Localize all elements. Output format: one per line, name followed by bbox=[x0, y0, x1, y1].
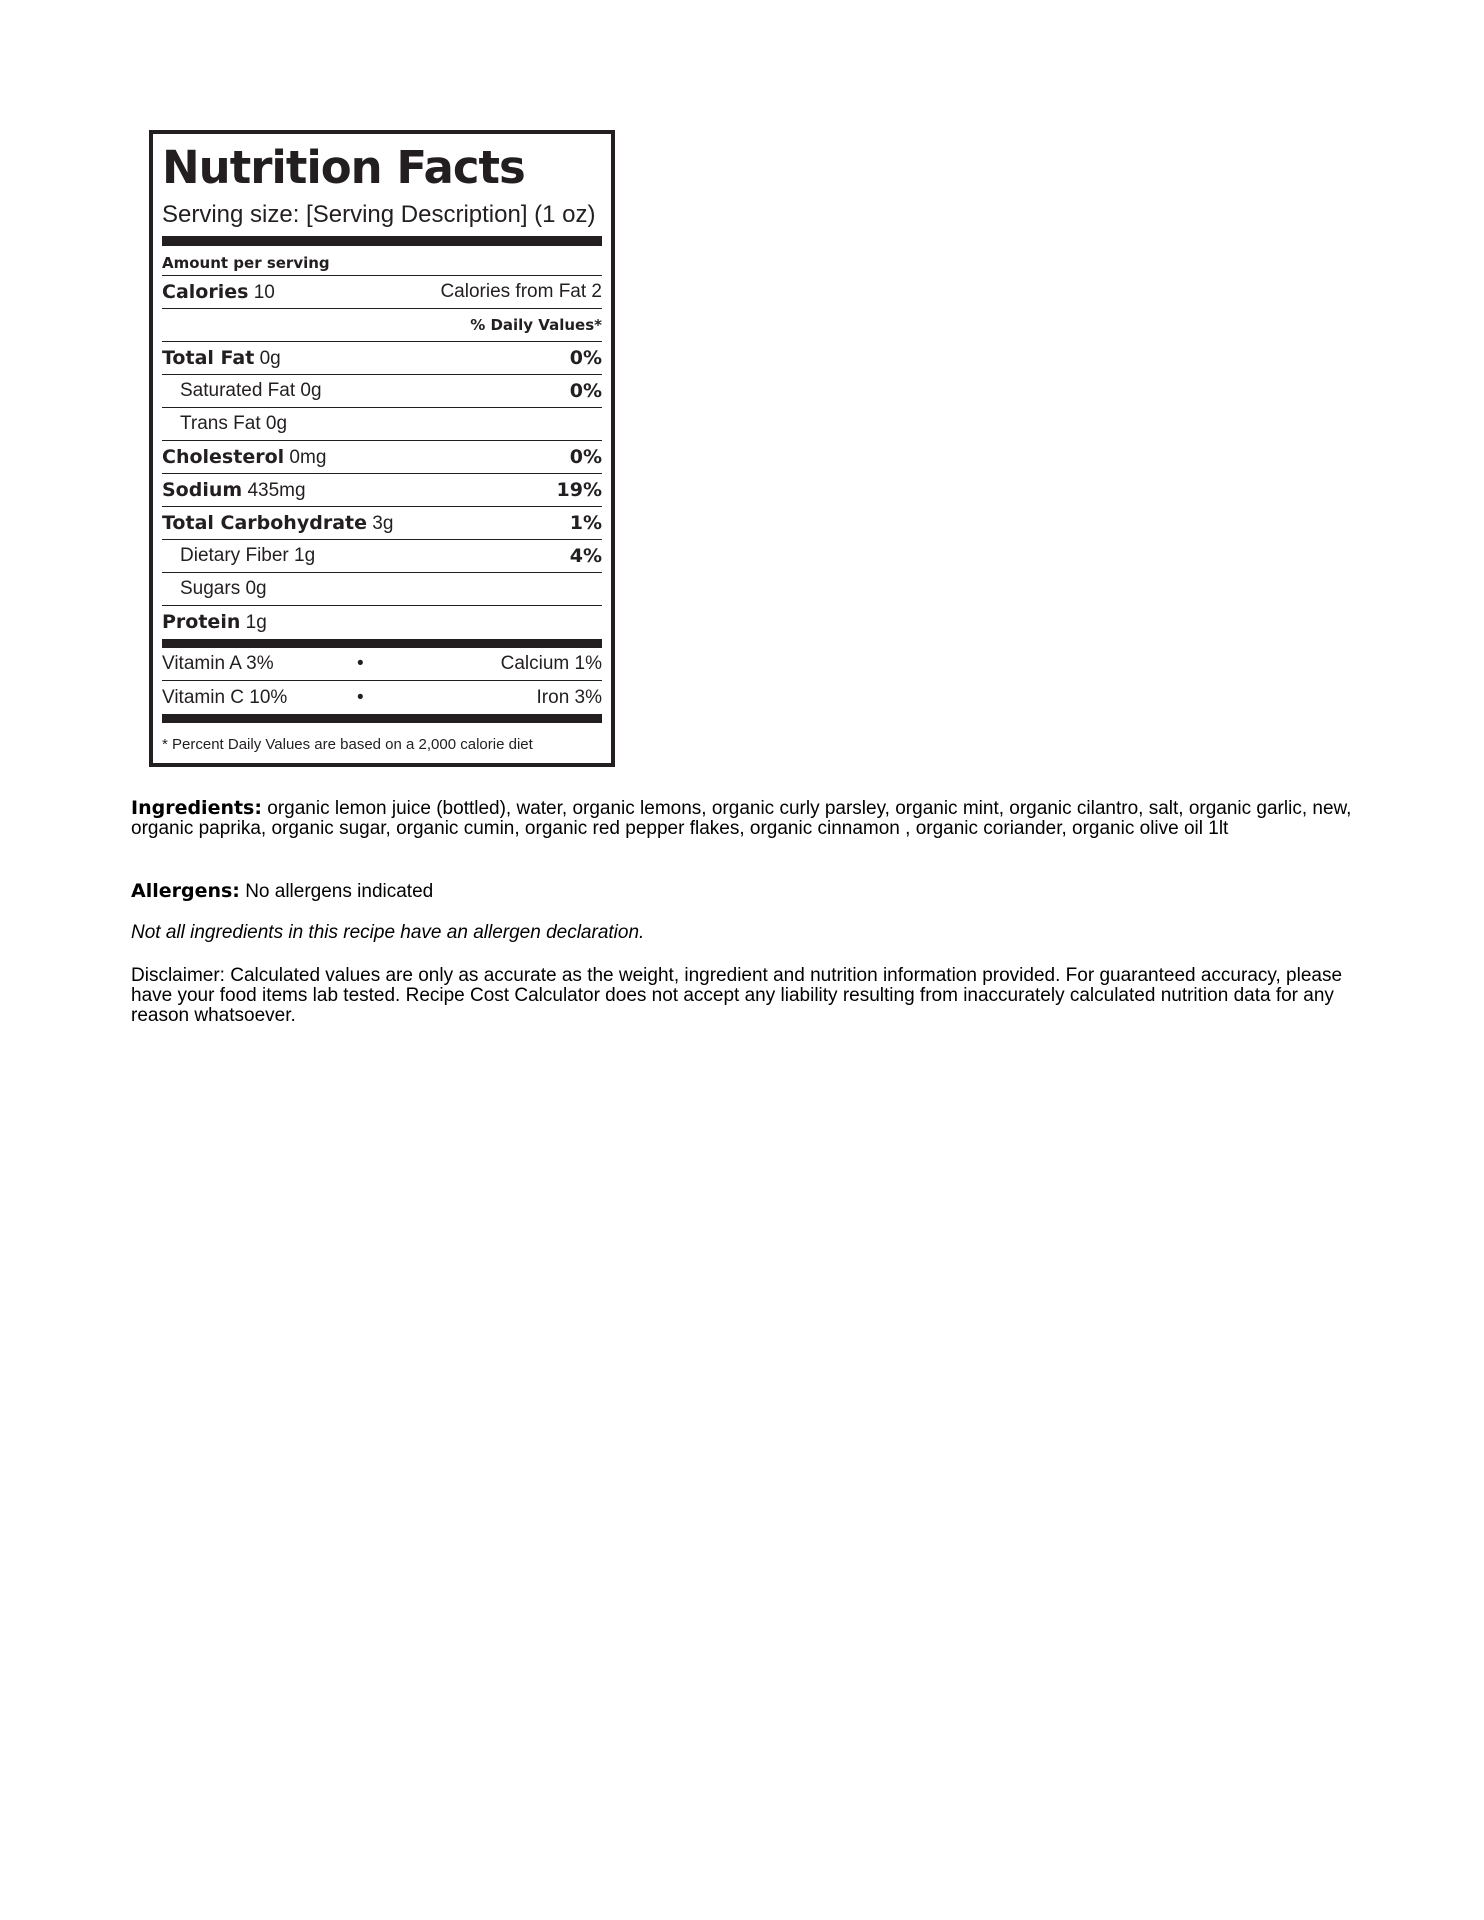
nutrient-dv: 0% bbox=[569, 380, 602, 402]
nutrient-name: Sodium bbox=[162, 478, 243, 501]
nutrient-amount: 0mg bbox=[289, 446, 327, 468]
nutrient-name: Saturated Fat bbox=[180, 380, 296, 401]
nutrient-name: Sugars bbox=[180, 578, 241, 599]
nutrient-amount: 1g bbox=[245, 612, 267, 633]
ingredients-text: organic lemon juice (bottled), water, organic lemons, organic curly parsley, organic mint, organic cilantro, salt, organic garlic, new, organic paprika, organic sugar, organic cumin, organic red pepper flakes, organic cinnamon , organic coriander, organic olive oil 1lt bbox=[131, 798, 1352, 839]
nutrient-dv: 4% bbox=[569, 545, 602, 567]
nutrient-name: Total Carbohydrate bbox=[162, 511, 367, 534]
nutrient-row-protein bbox=[162, 606, 602, 639]
nutrient-dv: 1% bbox=[569, 512, 602, 534]
nutrient-amount: 0g bbox=[300, 380, 322, 401]
nutrient-name: Total Fat bbox=[162, 346, 255, 369]
nutrient-amount: 1g bbox=[294, 545, 316, 566]
allergen-declaration-note: Not all ingredients in this recipe have an allergen declaration. bbox=[131, 922, 645, 943]
nutrient-row-total-carbohydrate bbox=[162, 507, 602, 540]
nutrient-name: Dietary Fiber bbox=[180, 545, 289, 566]
nutrient-row-cholesterol bbox=[162, 441, 602, 474]
allergens-label: Allergens: bbox=[131, 880, 240, 902]
vitamins-divider bbox=[162, 639, 602, 648]
nutrient-amount: 0g bbox=[265, 413, 288, 434]
vitamin-row bbox=[162, 681, 602, 714]
nutrition-facts-title: Nutrition Facts bbox=[162, 141, 525, 194]
daily-values-header: % Daily Values* bbox=[162, 309, 602, 342]
calories-label: Calories bbox=[162, 280, 249, 303]
calcium: Calcium 1% bbox=[500, 653, 602, 674]
bullet-separator: • bbox=[357, 686, 364, 708]
calories-row bbox=[162, 276, 602, 309]
nutrient-row-total-fat bbox=[162, 342, 602, 375]
bullet-separator: • bbox=[357, 653, 364, 674]
thick-divider bbox=[162, 236, 602, 246]
calories-cell bbox=[162, 281, 275, 304]
nutrient-amount: 0g bbox=[245, 578, 267, 599]
nutrient-amount: 435mg bbox=[247, 479, 306, 501]
nutrient-row-sodium bbox=[162, 474, 602, 507]
nutrient-row-trans-fat bbox=[162, 408, 602, 441]
ingredients-section bbox=[131, 798, 1361, 839]
nutrition-facts-label bbox=[149, 130, 615, 767]
nutrient-dv: 0% bbox=[569, 446, 602, 468]
nutrient-name: Cholesterol bbox=[162, 445, 285, 468]
daily-value-footnote: * Percent Daily Values are based on a 2,000 calorie diet bbox=[162, 736, 533, 753]
nutrient-name: Trans Fat bbox=[180, 413, 261, 434]
nutrient-amount: 0g bbox=[259, 347, 281, 369]
vitamin-a: Vitamin A 3% bbox=[162, 653, 274, 674]
nutrient-name: Protein bbox=[162, 611, 241, 633]
disclaimer: Disclaimer: Calculated values are only as accurate as the weight, ingredient and nutrition information provided. For guaranteed accuracy, please have your food items lab tested. Recipe Cost Calculator does not accept any liability resulting from inaccurately calculated nutrition data for any reason whatsoever. bbox=[131, 965, 1343, 1026]
calories-value: 10 bbox=[253, 281, 275, 303]
serving-size: Serving size: [Serving Description] (1 oz) bbox=[162, 201, 596, 228]
nutrient-row-dietary-fiber bbox=[162, 540, 602, 573]
allergens-text: No allergens indicated bbox=[245, 881, 434, 902]
footnote-divider bbox=[162, 714, 602, 723]
nutrient-dv: 19% bbox=[556, 479, 602, 501]
ingredients-label: Ingredients: bbox=[131, 797, 262, 819]
iron: Iron 3% bbox=[536, 686, 602, 708]
nutrient-dv: 0% bbox=[569, 347, 602, 369]
allergens-section bbox=[131, 880, 433, 903]
nutrient-row-saturated-fat bbox=[162, 375, 602, 408]
vitamin-c: Vitamin C 10% bbox=[162, 686, 288, 708]
vitamin-row bbox=[162, 648, 602, 681]
nutrient-amount: 3g bbox=[372, 512, 394, 534]
calories-from-fat: Calories from Fat 2 bbox=[440, 281, 602, 302]
nutrient-row-sugars bbox=[162, 573, 602, 606]
amount-per-serving: Amount per serving bbox=[162, 246, 602, 276]
